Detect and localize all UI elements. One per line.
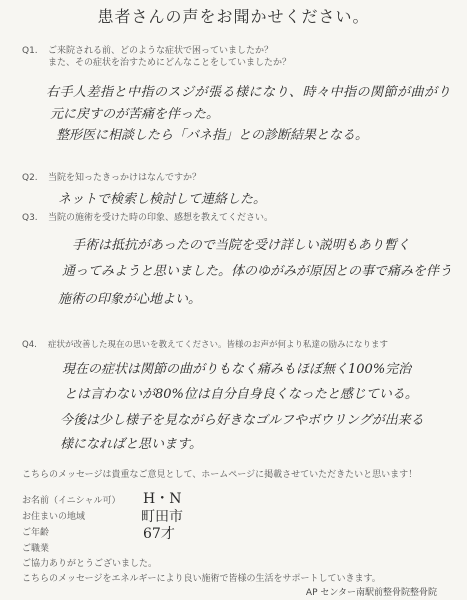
- q2-number: Q2.: [22, 173, 38, 183]
- age-value: 67才: [143, 526, 175, 542]
- q2-text: 当院を知ったきっかけはなんですか？: [48, 173, 202, 183]
- q4-text: 症状が改善した現在の思いを教えてください。皆様のお声が何より私達の励みになります: [48, 340, 389, 350]
- q1-answer-line1: 右手人差指と中指のスジが張る様になり、時々中指の関節が曲がり: [46, 85, 452, 100]
- q3-question: [22, 212, 273, 224]
- closing-text: こちらのメッセージをエネルギーにより良い施術で皆様の生活をサポートしていきます。: [22, 574, 381, 584]
- q1-question: [22, 45, 291, 69]
- thanks-text: ご協力ありがとうございました。: [22, 559, 158, 569]
- area-label: お住まいの地域: [22, 512, 86, 522]
- page-title: 患者さんの声をお聞かせください。: [97, 7, 370, 26]
- q4-question: [22, 339, 388, 351]
- clinic-name: AP センター南駅前整骨院整骨院: [305, 588, 437, 598]
- q4-answer-line2: とは言わないが80%位は自分自身良くなったと感じている。: [64, 387, 418, 402]
- q4-answer-line3: 今後は少し様子を見ながら好きなゴルフやボウリングが出来る: [60, 413, 424, 428]
- age-label: ご年齢: [22, 528, 50, 538]
- q3-answer-line2: 通ってみようと思いました。体のゆがみが原因との事で痛みを伴う: [62, 264, 453, 279]
- publish-notice: こちらのメッセージは貴重なご意見として、ホームページに掲載させていただきたいと思います！: [22, 470, 418, 480]
- q3-answer-line1: 手術は抵抗があったので当院を受け詳しい説明もあり暫く: [72, 238, 410, 253]
- q1-line1: ご来院される前、どのような症状で困っていましたか？: [48, 46, 274, 56]
- q1-number: Q1.: [22, 46, 38, 56]
- q4-answer-line4: 様になればと思います。: [60, 437, 202, 452]
- q2-answer: ネットで検索し検討して連絡した。: [58, 192, 267, 207]
- q1-answer-line3: 整形医に相談したら「バネ指」との診断結果となる。: [56, 128, 369, 143]
- q4-number: Q4.: [22, 340, 37, 350]
- name-value: H・N: [143, 491, 182, 507]
- name-label: お名前（イニシャル可）: [22, 496, 121, 506]
- q3-number: Q3.: [22, 213, 38, 223]
- q4-answer-line1: 現在の症状は関節の曲がりもなく痛みもほぼ無く100%完治: [62, 362, 412, 377]
- area-value: 町田市: [141, 509, 183, 525]
- q3-text: 当院の施術を受けた時の印象、感想を教えてください。: [48, 213, 274, 223]
- job-label: ご職業: [22, 544, 50, 554]
- q3-answer-line3: 施術の印象が心地よい。: [58, 292, 202, 307]
- q2-question: [22, 172, 201, 184]
- q1-answer-line2: 元に戻すのが苦痛を伴った。: [50, 107, 220, 122]
- q1-line2: また、その症状を治すためにどんなことをしていましたか？: [48, 58, 292, 68]
